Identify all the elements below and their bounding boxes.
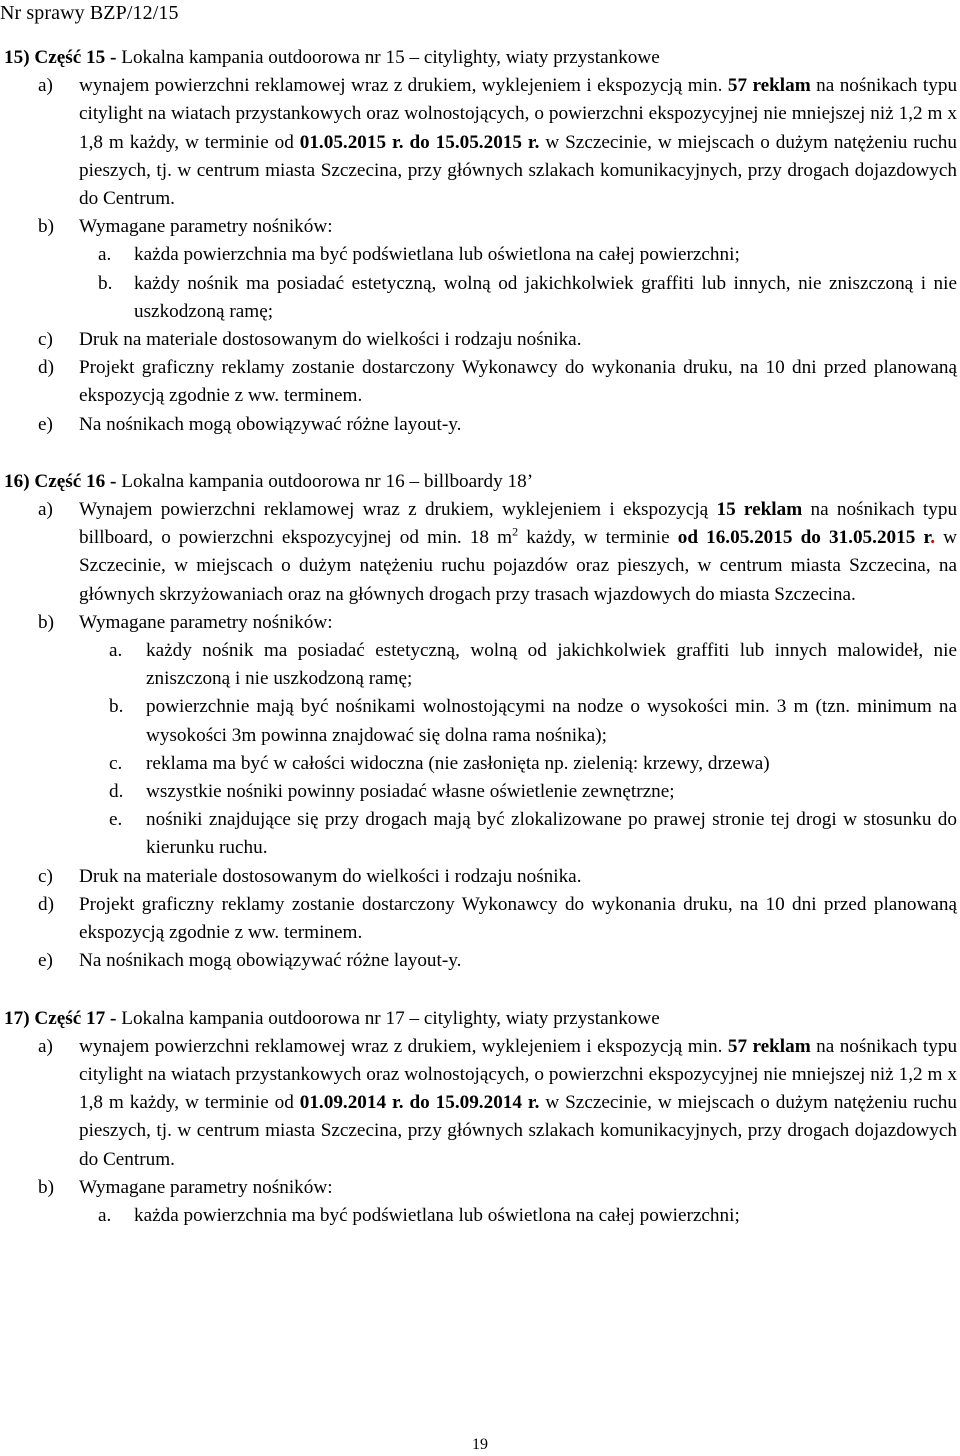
item-text: na nośnikach typu citylight na wiatach przystankowych oraz wolnostojących, o powierzchni ekspozycyjnej nie mniejszej niż 1,2 m x 1,8 m każdy, w terminie od: [79, 75, 958, 153]
section-15-item-c: [0, 326, 957, 354]
item-marker: e): [38, 950, 53, 972]
item-text: każdy, w terminie: [526, 527, 670, 549]
subitem-text: nośniki znajdujące się przy drogach mają być zlokalizowane po prawej stronie tej drogi w stosunku do kierunku ruchu.: [146, 809, 957, 859]
section-16-item-e: [0, 947, 957, 975]
subitem-text: każda powierzchnia ma być podświetlana lub oświetlona na całej powierzchni;: [134, 244, 740, 266]
case-number-header: Nr sprawy BZP/12/15: [0, 2, 179, 24]
section-17-title: Część 17 -: [34, 1007, 117, 1029]
item-text: Na nośnikach mogą obowiązywać różne layout-y.: [79, 413, 462, 435]
item-text: Wynajem powierzchni reklamowej wraz z drukiem, wyklejeniem i ekspozycją: [79, 499, 709, 521]
date-range: 01.09.2014 r. do 15.09.2014 r.: [299, 1092, 540, 1114]
subitem-text: każda powierzchnia ma być podświetlana lub oświetlona na całej powierzchni;: [134, 1204, 740, 1226]
item-text: Wymagane parametry nośników:: [79, 611, 333, 633]
section-16-subitem-d: [0, 778, 957, 806]
item-marker: c): [38, 329, 53, 351]
section-17-item-a: [0, 1033, 957, 1174]
subitem-marker: a.: [109, 640, 123, 662]
item-marker: b): [38, 216, 54, 238]
section-15: [0, 44, 957, 439]
item-text: Wymagane parametry nośników:: [79, 1176, 333, 1198]
section-16-subitem-e: [0, 806, 957, 862]
ad-count: 57 reklam: [727, 1035, 811, 1057]
red-period: .: [930, 527, 936, 549]
section-16-number: 16): [4, 470, 30, 492]
item-marker: d): [38, 893, 54, 915]
subitem-marker: a.: [98, 244, 112, 266]
item-text: wynajem powierzchni reklamowej wraz z drukiem, wyklejeniem i ekspozycją min.: [79, 75, 723, 97]
section-15-title: Część 15 -: [34, 47, 117, 68]
section-15-item-d: [0, 354, 957, 410]
item-text: Druk na materiale dostosowanym do wielkości i rodzaju nośnika.: [79, 329, 582, 351]
section-16-item-a: [0, 496, 957, 609]
section-spacer: [0, 439, 957, 468]
section-16-heading: [0, 468, 957, 496]
item-text: w Szczecinie, w miejscach o dużym natężeniu ruchu pieszych, tj. w centrum miasta Szczecina, przy głównych szlakach komunikacyjnych, przy drogach dojazdowych do Centrum.: [79, 1092, 957, 1170]
section-17: [0, 1005, 957, 1231]
item-text: Druk na materiale dostosowanym do wielkości i rodzaju nośnika.: [79, 865, 582, 887]
section-16-subitem-a: [0, 637, 957, 693]
item-marker: d): [38, 357, 54, 379]
document-body: [0, 44, 957, 1230]
section-15-subitem-b: [0, 270, 957, 326]
section-15-description: Lokalna kampania outdoorowa nr 15 – citylighty, wiaty przystankowe: [121, 47, 660, 68]
section-15-heading: [0, 44, 957, 72]
item-marker: a): [38, 1035, 53, 1057]
item-text: Wymagane parametry nośników:: [79, 216, 333, 238]
subitem-text: każdy nośnik ma posiadać estetyczną, wolną od jakichkolwiek graffiti lub innych malowideł, nie zniszczoną i nie uszkodzoną ramę;: [146, 640, 957, 690]
subitem-marker: b.: [109, 696, 124, 718]
section-16-subitem-b: [0, 693, 957, 749]
subitem-marker: e.: [109, 809, 123, 831]
superscript: 2: [512, 524, 519, 539]
date-range: od 16.05.2015 do 31.05.2015 r: [677, 527, 931, 549]
item-text: na nośnikach typu billboard, o powierzchni ekspozycyjnej od min. 18 m: [79, 499, 958, 549]
section-16-subitem-c: [0, 750, 957, 778]
section-16-item-d: [0, 891, 957, 947]
section-15-item-e: [0, 411, 957, 439]
section-15-number: 15): [4, 47, 30, 68]
ad-count: 15 reklam: [716, 499, 803, 521]
item-marker: b): [38, 611, 54, 633]
section-16-item-b: [0, 609, 957, 637]
item-text: Projekt graficzny reklamy zostanie dostarczony Wykonawcy do wykonania druku, na 10 dni przed planowaną ekspozycją zgodnie z ww. terminem.: [79, 893, 957, 944]
subitem-text: wszystkie nośniki powinny posiadać własne oświetlenie zewnętrzne;: [146, 781, 675, 803]
section-15-item-a: [0, 72, 957, 213]
item-marker: a): [38, 75, 53, 97]
item-text: Projekt graficzny reklamy zostanie dostarczony Wykonawcy do wykonania druku, na 10 dni przed planowaną ekspozycją zgodnie z ww. terminem.: [79, 357, 957, 407]
item-text: w Szczecinie, w miejscach o dużym natężeniu ruchu pieszych, tj. w centrum miasta Szczecina, przy głównych szlakach komunikacyjnych, przy drogach dojazdowych do Centrum.: [79, 131, 957, 210]
item-text: wynajem powierzchni reklamowej wraz z drukiem, wyklejeniem i ekspozycją min.: [79, 1035, 723, 1057]
subitem-marker: d.: [109, 781, 124, 803]
section-17-description: Lokalna kampania outdoorowa nr 17 – citylighty, wiaty przystankowe: [121, 1007, 660, 1029]
subitem-text: reklama ma być w całości widoczna (nie zasłonięta np. zielenią: krzewy, drzewa): [146, 752, 770, 774]
section-16-description: Lokalna kampania outdoorowa nr 16 – billboardy 18’: [121, 470, 534, 492]
section-17-number: 17): [4, 1007, 30, 1029]
section-16-item-c: [0, 863, 957, 891]
item-text: na nośnikach typu citylight na wiatach przystankowych oraz wolnostojących, o powierzchni ekspozycyjnej nie mniejszej niż 1,2 m x 1,8 m każdy, w terminie od: [79, 1035, 958, 1114]
ad-count: 57 reklam: [727, 75, 811, 97]
item-marker: b): [38, 1176, 54, 1198]
section-15-subitem-a: [0, 241, 957, 269]
section-15-item-b: [0, 213, 957, 241]
section-17-item-b: [0, 1174, 957, 1202]
section-17-heading: [0, 1005, 957, 1033]
item-marker: e): [38, 413, 53, 435]
section-16: [0, 468, 957, 976]
section-spacer: [0, 976, 957, 1005]
subitem-marker: c.: [109, 752, 123, 774]
page-number: 19: [472, 1436, 488, 1453]
subitem-marker: a.: [98, 1204, 112, 1226]
item-marker: c): [38, 865, 53, 887]
section-16-title: Część 16 -: [34, 470, 117, 492]
date-range: 01.05.2015 r. do 15.05.2015 r.: [299, 131, 540, 153]
item-text: Na nośnikach mogą obowiązywać różne layout-y.: [79, 950, 462, 972]
subitem-text: każdy nośnik ma posiadać estetyczną, wolną od jakichkolwiek graffiti lub innych, nie zniszczoną i nie uszkodzoną ramę;: [134, 272, 957, 322]
subitem-marker: b.: [98, 272, 113, 294]
item-text: w Szczecinie, w miejscach o dużym natężeniu ruchu pojazdów oraz pieszych, w centrum miasta Szczecina, na głównych skrzyżowaniach oraz na głównych drogach przy trasach wjazdowych do miasta Szczecina.: [79, 527, 957, 605]
item-marker: a): [38, 499, 53, 521]
subitem-text: powierzchnie mają być nośnikami wolnostojącymi na nodze o wysokości min. 3 m (tzn. minimum na wysokości 3m powinna znajdować się dolna rama nośnika);: [146, 696, 957, 746]
section-17-subitem-a: [0, 1202, 957, 1230]
